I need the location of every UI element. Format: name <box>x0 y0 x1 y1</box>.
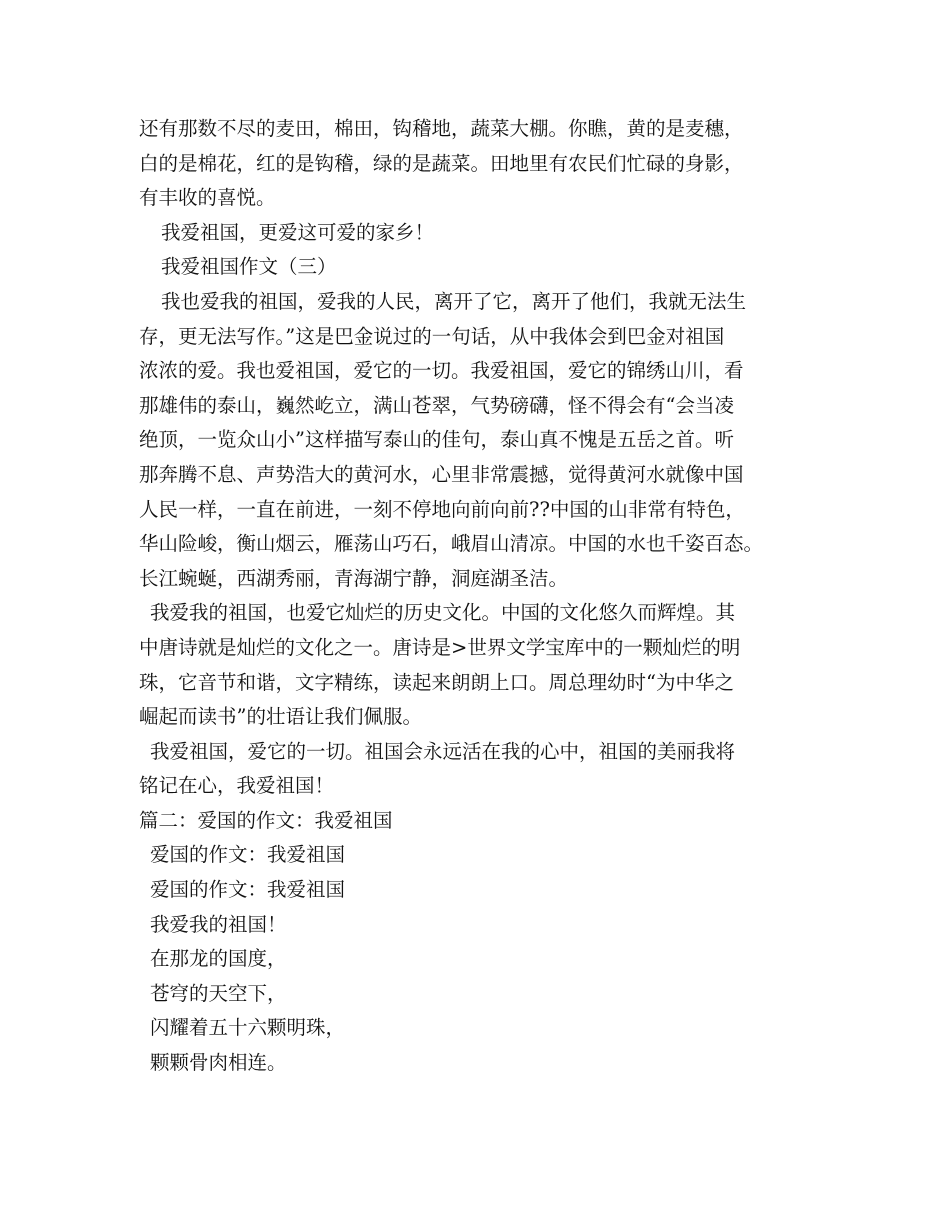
text-line: 颗颗骨肉相连。 <box>150 1051 287 1075</box>
text-line: 浓浓的爱。我也爱祖国，爱它的一切。我爱祖国，爱它的锦绣山川，看 <box>139 359 744 383</box>
text-line: 人民一样，一直在前进，一刻不停地向前向前??中国的山非常有特色， <box>139 497 745 521</box>
text-line: 我爱祖国，更爱这可爱的家乡！ <box>161 220 435 244</box>
document-body <box>139 112 839 1081</box>
text-line: 在那龙的国度， <box>150 947 287 971</box>
text-line: 还有那数不尽的麦田，棉田，钩稽地，蔬菜大棚。你瞧，黄的是麦穗， <box>139 117 744 140</box>
text-line: 铭记在心，我爱祖国！ <box>139 774 335 798</box>
text-line: 篇二：爱国的作文：我爱祖国 <box>139 808 393 832</box>
text-line: 我爱祖国，爱它的一切。祖国会永远活在我的心中，祖国的美丽我将 <box>150 739 736 763</box>
text-line: 中唐诗就是灿烂的文化之一。唐诗是>世界文学宝库中的一颗灿烂的明 <box>139 635 741 659</box>
text-line: 那雄伟的泰山，巍然屹立，满山苍翠，气势磅礴，怪不得会有“会当凌 <box>139 393 734 417</box>
text-line: 崛起而读书”的壮语让我们佩服。 <box>139 705 422 729</box>
text-line: 爱国的作文：我爱祖国 <box>150 878 346 902</box>
text-line: 存，更无法写作。”这是巴金说过的一句话，从中我体会到巴金对祖国 <box>139 324 725 348</box>
text-line: 绝顶，一览众山小”这样描写泰山的佳句，泰山真不愧是五岳之首。听 <box>139 428 734 452</box>
text-line: 苍穹的天空下， <box>150 981 287 1005</box>
text-line: 有丰收的喜悦。 <box>139 186 276 210</box>
text-line: 华山险峻，衡山烟云，雁荡山巧石，峨眉山清凉。中国的水也千姿百态。 <box>139 532 764 556</box>
text-line: 我爱我的祖国！ <box>150 912 287 936</box>
text-line: 爱国的作文：我爱祖国 <box>150 843 346 867</box>
text-line: 我爱我的祖国，也爱它灿烂的历史文化。中国的文化悠久而辉煌。其 <box>150 601 736 625</box>
text-line: 我爱祖国作文（三） <box>161 255 337 279</box>
text-line: 长江蜿蜒，西湖秀丽，青海湖宁静，洞庭湖圣洁。 <box>139 566 569 590</box>
text-line: 白的是棉花，红的是钩稽，绿的是蔬菜。田地里有农民们忙碌的身影， <box>139 151 744 175</box>
text-line: 我也爱我的祖国，爱我的人民，离开了它，离开了他们，我就无法生 <box>161 289 747 313</box>
text-line: 珠，它音节和谐，文字精练，读起来朗朗上口。周总理幼时“为中华之 <box>139 670 734 694</box>
text-line: 闪耀着五十六颗明珠， <box>150 1016 346 1040</box>
text-line: 那奔腾不息、声势浩大的黄河水，心里非常震撼，觉得黄河水就像中国 <box>139 462 744 486</box>
